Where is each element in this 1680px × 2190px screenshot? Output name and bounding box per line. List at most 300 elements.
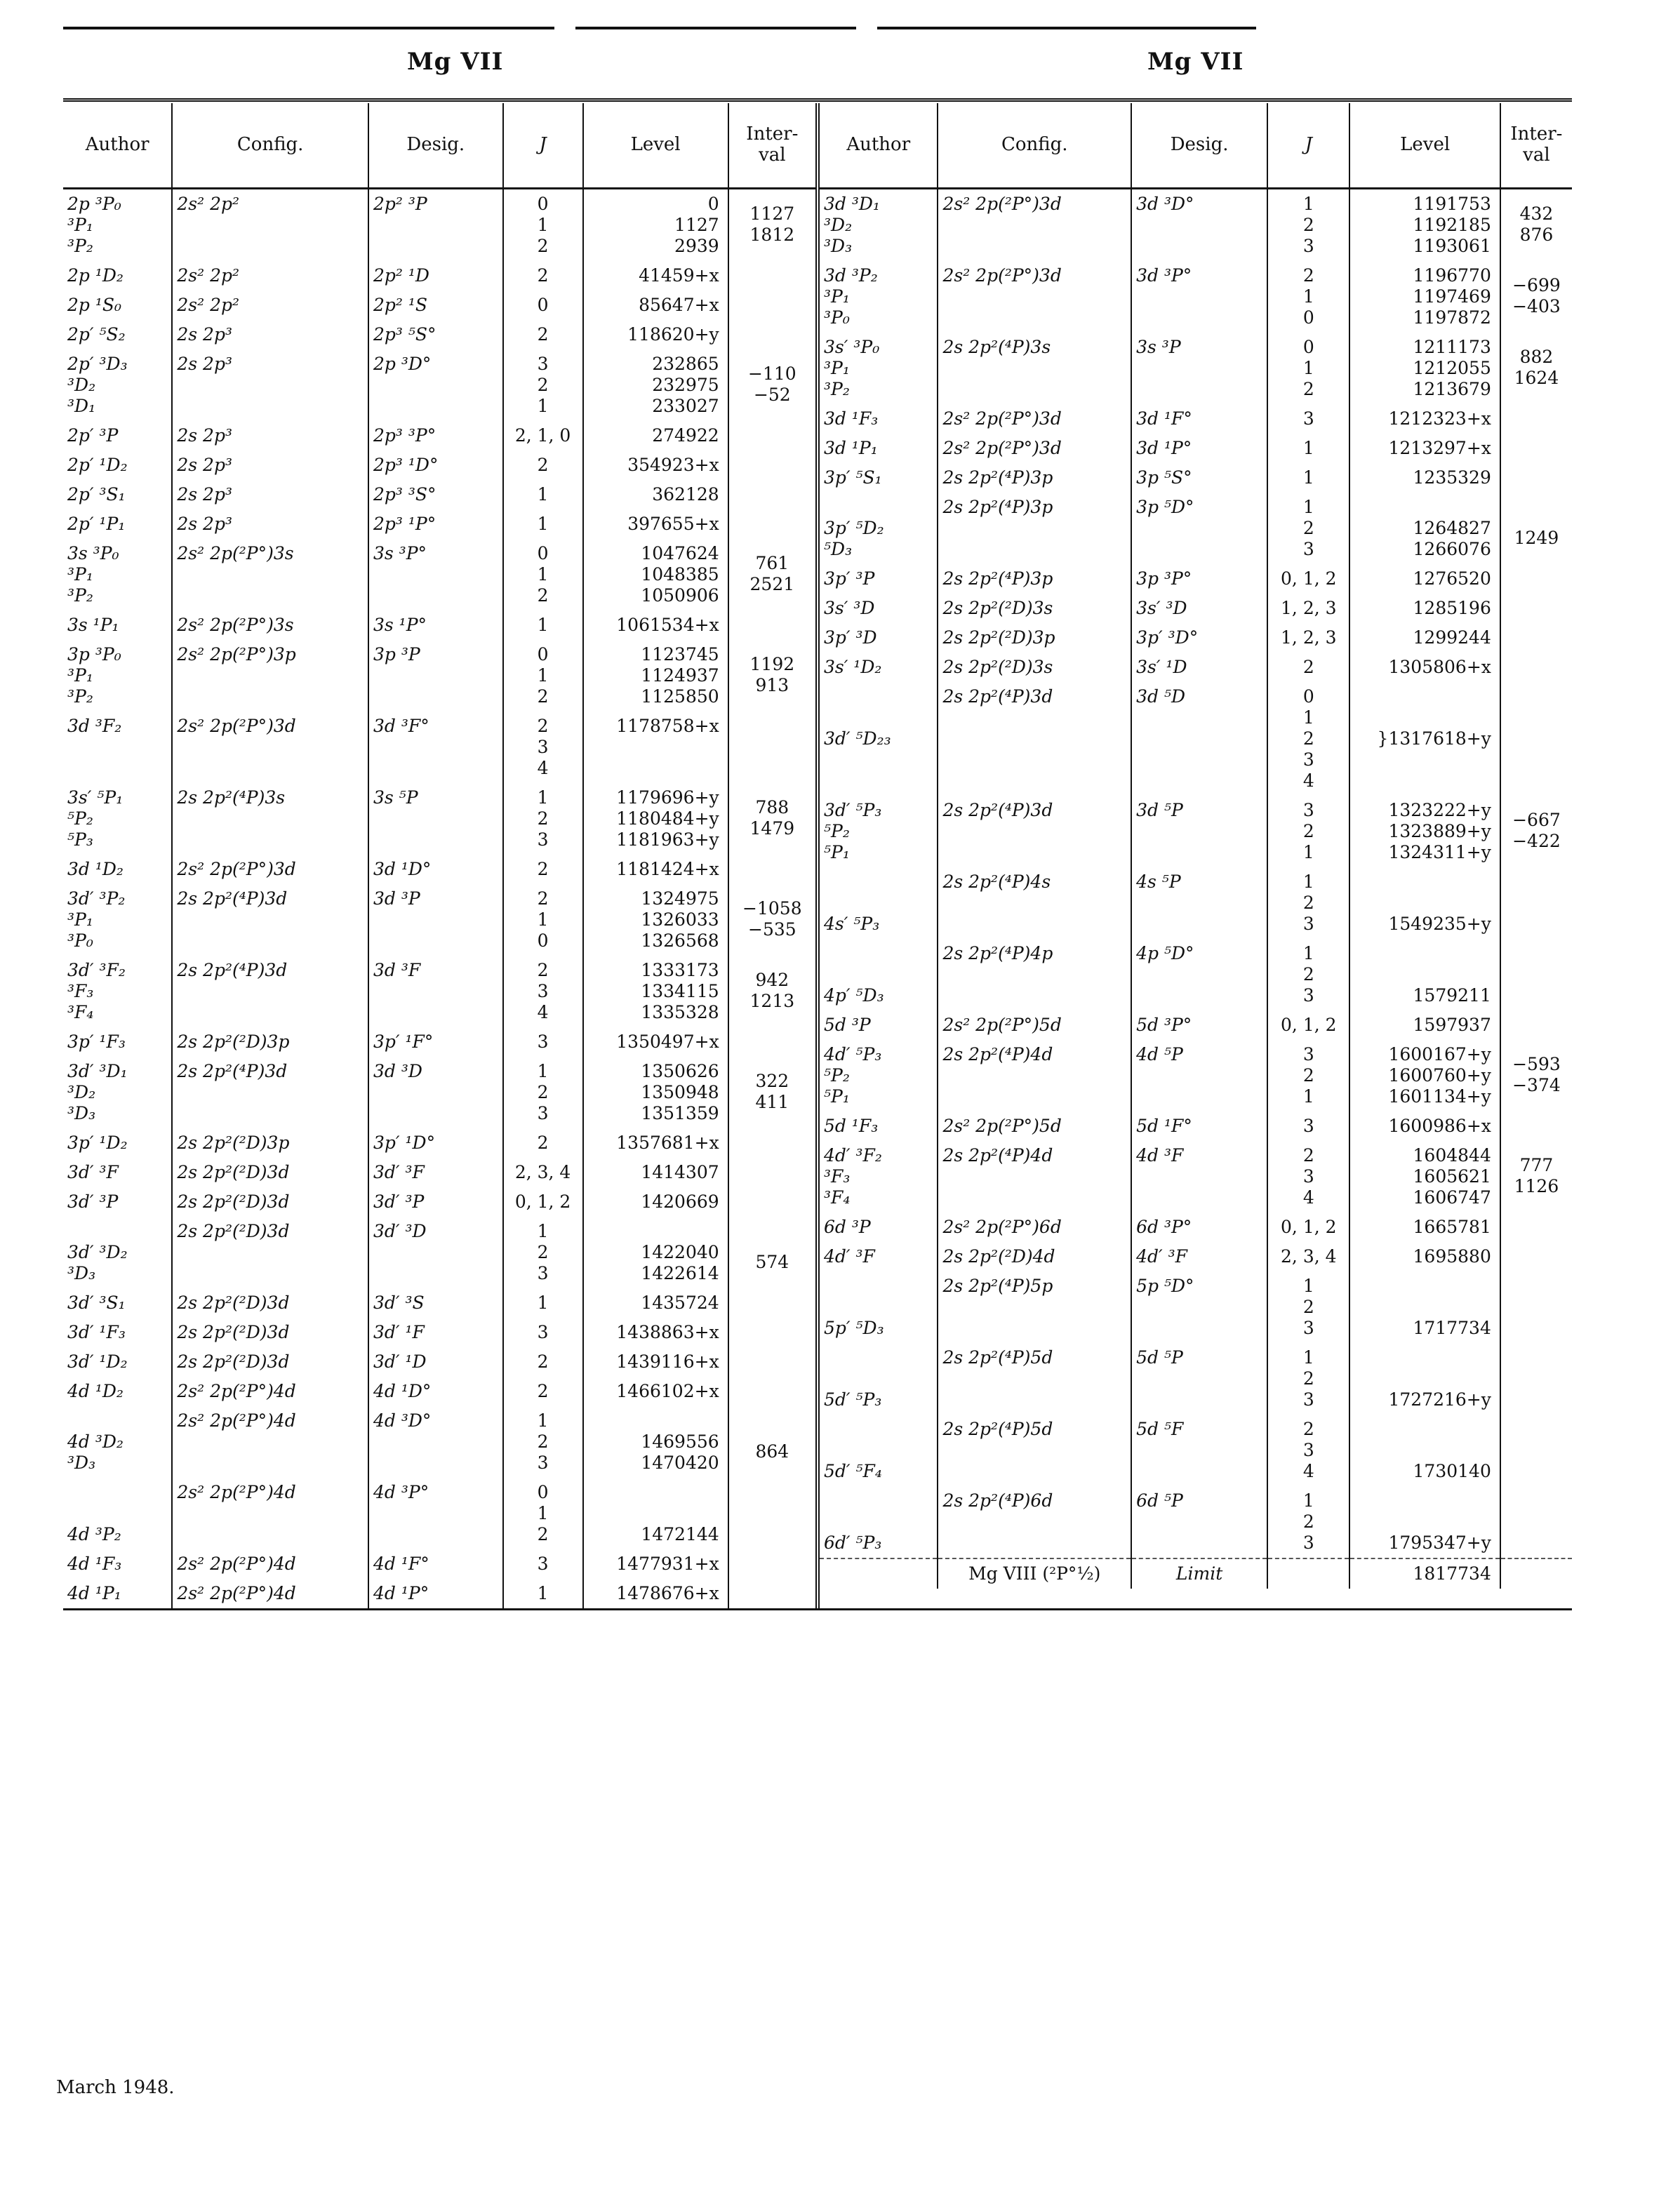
author-cell-line (824, 964, 933, 985)
level-cell-line (1354, 686, 1491, 707)
level-cell-line: 233027 (652, 396, 719, 416)
author-cell (820, 1111, 938, 1141)
table-row (63, 320, 815, 349)
desig-cell: 5d ¹F° (1131, 1111, 1267, 1141)
j-cell-line: 3 (1302, 1166, 1314, 1187)
energy-level-table (63, 98, 1572, 1610)
level-cell-line: 1181424+x (616, 859, 719, 879)
table-row (63, 189, 815, 262)
author-cell-line: 3d′ ⁵D₂₃ (824, 728, 891, 749)
level-cell-line (1354, 497, 1491, 518)
table-row (63, 1217, 815, 1288)
desig-cell: 3s ³P° (368, 539, 503, 610)
j-cell-line: 1 (1302, 1276, 1314, 1296)
level-cell (1349, 1010, 1500, 1040)
level-cell-line: 1466102+x (616, 1381, 719, 1401)
j-cell-line: 1, 2, 3 (1281, 627, 1337, 648)
j-cell (503, 1377, 583, 1406)
j-cell (1267, 1415, 1349, 1486)
j-cell (503, 320, 583, 349)
j-cell (1267, 463, 1349, 493)
interval-cell (1500, 1415, 1572, 1486)
table-row (63, 783, 815, 855)
level-cell-line: 1212323+x (1388, 408, 1491, 429)
desig-cell: 3p ³P° (1131, 564, 1267, 594)
table-row (820, 564, 1572, 594)
level-cell-line: 1334115 (641, 981, 719, 1001)
j-cell-line: 0 (537, 1482, 549, 1502)
j-cell-line: 0 (537, 194, 549, 214)
j-cell-line: 1 (537, 1410, 549, 1431)
level-cell-line: 1604844 (1413, 1145, 1491, 1166)
author-cell-line: 3s ³P₀ (67, 543, 119, 563)
author-cell-line (824, 872, 933, 893)
author-cell (63, 956, 172, 1027)
author-cell-line: 2p ¹S₀ (67, 295, 122, 315)
j-cell-line: 0 (537, 295, 549, 315)
config-cell: 2s² 2p(²P°)3d (172, 712, 368, 783)
interval-cell (728, 1187, 815, 1217)
j-cell-line: 2 (1302, 1297, 1314, 1317)
j-cell-line: 3 (537, 1554, 549, 1574)
header-config: Config. (938, 103, 1131, 189)
author-cell-line (67, 1221, 167, 1242)
j-cell (1267, 594, 1349, 623)
level-cell (583, 1288, 728, 1318)
author-cell (820, 1010, 938, 1040)
table-row (820, 1213, 1572, 1242)
author-cell-line: ⁵P₂ (824, 1065, 850, 1086)
level-cell (1349, 1213, 1500, 1242)
table-row (820, 796, 1572, 867)
table-row (63, 1549, 815, 1579)
j-cell-line: 2 (1302, 821, 1314, 841)
author-cell-line: 3d′ ³P (67, 1191, 119, 1212)
desig-cell: 2p² ¹S (368, 291, 503, 320)
header-desig: Desig. (1131, 103, 1267, 189)
level-cell-line (1354, 1511, 1491, 1533)
config-cell: 2s 2p²(²D)4d (938, 1242, 1131, 1271)
interval-cell-line: 574 (755, 1252, 789, 1272)
table-row (63, 855, 815, 884)
author-cell-line: ³P₂ (824, 379, 850, 399)
table-row (820, 594, 1572, 623)
j-cell-line: 2, 3, 4 (1281, 1246, 1337, 1267)
j-cell-line: 1 (1302, 1347, 1314, 1368)
author-cell-line: 6d ³P (824, 1217, 871, 1237)
level-cell (583, 1377, 728, 1406)
interval-cell-line: 1812 (749, 225, 795, 245)
j-cell-line: 2 (537, 1082, 549, 1102)
config-cell: 2s 2p²(²D)3s (938, 594, 1131, 623)
j-cell-line: 3 (1302, 749, 1314, 770)
config-cell: 2s 2p²(⁴P)3d (938, 796, 1131, 867)
header-config: Config. (172, 103, 368, 189)
level-cell-line: 232865 (652, 354, 719, 374)
j-cell-line: 1 (537, 1221, 549, 1241)
author-cell-line: ³P₂ (67, 236, 93, 256)
j-cell (503, 349, 583, 421)
level-cell (1349, 623, 1500, 653)
author-cell (63, 855, 172, 884)
config-cell: 2s² 2p² (172, 291, 368, 320)
config-cell: 2s² 2p(²P°)3p (172, 640, 368, 712)
j-cell-line: 2 (537, 1133, 549, 1153)
desig-cell: 3d′ ³D (368, 1217, 503, 1288)
level-cell-line: 1179696+y (616, 787, 719, 808)
config-cell: 2s 2p²(⁴P)4d (938, 1141, 1131, 1213)
author-cell-line: 5d ³P (824, 1015, 871, 1035)
config-cell: 2s 2p³ (172, 480, 368, 509)
j-cell (503, 610, 583, 640)
interval-cell-line: −403 (1512, 296, 1561, 316)
j-cell-line: 1 (537, 1293, 549, 1313)
level-cell-line: 1326033 (641, 909, 719, 930)
level-cell (1349, 867, 1500, 939)
j-cell (1267, 1213, 1349, 1242)
author-cell-line: 3p′ ¹D₂ (67, 1133, 128, 1153)
config-cell: 2s 2p³ (172, 450, 368, 480)
interval-cell-line: 432 (1519, 203, 1554, 224)
interval-cell (1500, 404, 1572, 434)
interval-cell (1500, 1242, 1572, 1271)
author-cell-line (67, 1503, 167, 1524)
interval-cell (728, 421, 815, 450)
config-cell: 2s 2p²(⁴P)3d (938, 682, 1131, 796)
j-cell (1267, 189, 1349, 262)
level-cell-line: 1299244 (1413, 627, 1491, 648)
level-cell-line (588, 1410, 719, 1431)
level-cell-line: 1795347+y (1388, 1533, 1491, 1553)
header-level: Level (1349, 103, 1500, 189)
table-row (63, 1057, 815, 1128)
j-cell-line: 4 (537, 758, 549, 778)
author-cell-line: 3s′ ³D (824, 598, 875, 618)
j-cell (1267, 1040, 1349, 1111)
j-cell (503, 421, 583, 450)
j-cell-line: 0 (1302, 307, 1314, 328)
level-cell (583, 1406, 728, 1478)
j-cell-line: 2 (537, 808, 549, 829)
interval-cell (1500, 1010, 1572, 1040)
desig-cell: 4d ⁵P (1131, 1040, 1267, 1111)
interval-cell (1500, 1343, 1572, 1415)
header-interval: Inter- val (1500, 103, 1572, 189)
j-cell (1267, 564, 1349, 594)
level-cell-line: 1212055 (1413, 358, 1491, 378)
title-right: Mg VII (1147, 48, 1244, 76)
author-cell-line (67, 1410, 167, 1431)
interval-cell-line: 777 (1519, 1155, 1554, 1175)
j-cell-line: 2 (537, 1524, 549, 1544)
config-cell: 2s² 2p(²P°)4d (172, 1579, 368, 1608)
author-cell-line: ³P₂ (67, 686, 93, 707)
config-cell: 2s 2p²(²D)3p (938, 623, 1131, 653)
title-left: Mg VII (407, 48, 504, 76)
interval-cell (728, 956, 815, 1027)
author-cell (63, 1318, 172, 1347)
author-cell-line: 3d′ ³D₂ (67, 1242, 128, 1262)
author-cell (63, 1377, 172, 1406)
level-cell-line: 41459+x (639, 265, 719, 286)
level-cell (583, 1057, 728, 1128)
level-cell-line: 1235329 (1413, 467, 1491, 488)
j-cell-line: 4 (537, 1002, 549, 1022)
desig-cell: 3s ⁵P (368, 783, 503, 855)
author-cell-line: 4d ¹F₃ (67, 1554, 122, 1574)
level-cell (583, 1318, 728, 1347)
config-cell: 2s² 2p(²P°)4d (172, 1377, 368, 1406)
config-cell: 2s 2p²(⁴P)3d (172, 956, 368, 1027)
j-cell-line: 2 (537, 585, 549, 606)
j-cell-line: 0 (537, 543, 549, 563)
j-cell-line: 2 (1302, 728, 1314, 749)
config-cell: 2s 2p²(⁴P)3p (938, 463, 1131, 493)
j-cell-line: 1 (537, 787, 549, 808)
author-cell-line: 3d′ ³S₁ (67, 1293, 126, 1313)
interval-cell (728, 349, 815, 421)
desig-cell: 3p′ ³D° (1131, 623, 1267, 653)
level-cell (1349, 1141, 1500, 1213)
desig-cell: 4d ³P° (368, 1478, 503, 1549)
interval-cell (728, 320, 815, 349)
interval-cell (1500, 623, 1572, 653)
desig-cell: 3d′ ³F (368, 1158, 503, 1187)
author-cell-line: 3d ¹F₃ (824, 408, 879, 429)
author-cell (820, 333, 938, 404)
j-cell (503, 1579, 583, 1608)
author-cell-line: ³F₄ (824, 1187, 851, 1208)
author-cell-line: 3d′ ³F₂ (67, 960, 126, 980)
j-cell (1267, 1010, 1349, 1040)
level-cell-line: 1727216+y (1388, 1389, 1491, 1410)
author-cell-line: 4d ³P₂ (67, 1524, 121, 1544)
j-cell-line: 1 (537, 215, 549, 235)
config-cell: 2s 2p²(⁴P)3s (172, 783, 368, 855)
j-cell (1267, 653, 1349, 682)
j-cell-line: 3 (1302, 800, 1314, 820)
j-cell-line: 2 (1302, 265, 1314, 286)
level-cell (583, 1187, 728, 1217)
author-cell-line: ³P₁ (67, 909, 93, 930)
level-cell-line: 1357681+x (616, 1133, 719, 1153)
config-cell: 2s 2p³ (172, 509, 368, 539)
table-row (820, 939, 1572, 1010)
author-cell (63, 1347, 172, 1377)
j-cell-line: 1 (1302, 1490, 1314, 1511)
level-cell (583, 1347, 728, 1377)
level-cell-line: 1305806+x (1388, 657, 1491, 677)
j-cell (503, 1549, 583, 1579)
table-row (63, 480, 815, 509)
j-cell-line: 3 (1302, 1533, 1314, 1553)
interval-cell (1500, 939, 1572, 1010)
table-row (820, 333, 1572, 404)
author-cell-line: 4s′ ⁵P₃ (824, 914, 880, 934)
table-row (63, 1128, 815, 1158)
author-cell-line: 3d′ ⁵P₃ (824, 800, 882, 820)
j-cell-line: 2 (537, 960, 549, 980)
author-cell-line: ³P₁ (824, 358, 850, 378)
level-cell (1349, 1343, 1500, 1415)
level-cell-line: 1435724 (641, 1293, 719, 1313)
interval-cell-line: 322 (755, 1071, 789, 1091)
level-cell-line: 1197872 (1413, 307, 1491, 328)
desig-cell: 3s ¹P° (368, 610, 503, 640)
interval-cell (1500, 189, 1572, 262)
author-cell-line (824, 1563, 933, 1584)
interval-cell-line: −1058 (742, 898, 802, 919)
footer-date: March 1948. (56, 2077, 175, 2098)
level-cell (583, 783, 728, 855)
level-cell (1349, 653, 1500, 682)
author-cell-line: 2p ³P₀ (67, 194, 121, 214)
j-cell (503, 1187, 583, 1217)
left-half (63, 103, 820, 1608)
level-cell (583, 1549, 728, 1579)
j-cell-line: 2 (537, 1242, 549, 1262)
table-row (820, 1141, 1572, 1213)
table-row (820, 867, 1572, 939)
author-cell-line: ³P₁ (824, 286, 850, 307)
table-row (63, 1288, 815, 1318)
j-cell (1267, 796, 1349, 867)
j-cell (503, 291, 583, 320)
level-cell (583, 712, 728, 783)
level-cell-line: 1695880 (1413, 1246, 1491, 1267)
level-cell-line: 362128 (652, 484, 719, 505)
j-cell-line: 4 (1302, 1187, 1314, 1208)
interval-cell-line: −110 (748, 363, 796, 384)
interval-cell (1500, 1271, 1572, 1343)
interval-cell (1500, 261, 1572, 333)
j-cell-line: 2 (537, 1351, 549, 1372)
j-cell (503, 956, 583, 1027)
left-table-body (63, 189, 815, 1609)
interval-cell-line: −699 (1512, 275, 1561, 295)
author-cell (63, 421, 172, 450)
config-cell: 2s 2p²(⁴P)3d (172, 1057, 368, 1128)
author-cell (820, 1242, 938, 1271)
level-cell-line: 1285196 (1413, 598, 1491, 618)
desig-cell: 3p′ ¹D° (368, 1128, 503, 1158)
config-cell: 2s 2p²(⁴P)4p (938, 939, 1131, 1010)
level-cell (583, 855, 728, 884)
author-cell-line: 3d′ ³P₂ (67, 888, 126, 909)
j-cell-line: 3 (537, 1031, 549, 1052)
j-cell (503, 1027, 583, 1057)
level-cell (583, 1478, 728, 1549)
j-cell-line: 2 (1302, 1511, 1314, 1532)
level-cell-line: 1125850 (641, 686, 719, 707)
j-cell (1267, 1141, 1349, 1213)
author-cell (820, 1213, 938, 1242)
j-cell-line: 1 (537, 1583, 549, 1603)
level-cell (583, 640, 728, 712)
config-cell: 2s 2p²(⁴P)3p (938, 493, 1131, 564)
j-cell-line: 1 (1302, 842, 1314, 862)
author-cell-line (824, 893, 933, 914)
desig-cell: 3s′ ¹D (1131, 653, 1267, 682)
interval-cell-line: 2521 (749, 574, 795, 594)
level-cell-line: 1061534+x (616, 615, 719, 635)
level-cell (583, 1579, 728, 1608)
j-cell-line: 2, 1, 0 (514, 425, 571, 446)
author-cell (820, 1343, 938, 1415)
author-cell-line: 3s′ ¹D₂ (824, 657, 882, 677)
author-cell (63, 1158, 172, 1187)
config-cell: 2s 2p²(⁴P)4d (938, 1040, 1131, 1111)
config-cell: 2s² 2p(²P°)3d (172, 855, 368, 884)
interval-cell-line: 788 (755, 797, 789, 817)
author-cell (63, 1406, 172, 1478)
table-row (820, 1242, 1572, 1271)
header-author: Author (63, 103, 172, 189)
author-cell-line: 3d ¹D₂ (67, 859, 124, 879)
interval-cell-line: 1249 (1514, 528, 1559, 548)
level-cell-line: 1197469 (1413, 286, 1491, 307)
level-cell-line (1354, 1419, 1491, 1440)
table-row (820, 1415, 1572, 1486)
author-cell-line (824, 770, 933, 792)
j-cell-line: 1 (537, 665, 549, 686)
author-cell-line (824, 1419, 933, 1440)
table-row (63, 610, 815, 640)
author-cell-line: ³D₃ (824, 236, 853, 256)
level-cell-line: 1191753 (1413, 194, 1491, 214)
j-cell (1267, 1486, 1349, 1558)
interval-cell (728, 1347, 815, 1377)
author-cell-line: 3d′ ³F (67, 1162, 119, 1182)
level-cell (1349, 682, 1500, 796)
interval-cell-line: 882 (1519, 347, 1554, 367)
author-cell-line: 3d ³D₁ (824, 194, 880, 214)
config-cell: 2s 2p²(²D)3d (172, 1288, 368, 1318)
j-cell-line: 1 (1302, 943, 1314, 963)
author-cell (63, 320, 172, 349)
interval-cell (728, 480, 815, 509)
header-interval: Inter- val (728, 103, 815, 189)
level-cell-line (1354, 749, 1491, 770)
author-cell-line: ⁵D₃ (824, 539, 853, 559)
author-cell (820, 1415, 938, 1486)
j-cell-line: 2 (537, 375, 549, 395)
right-table (820, 103, 1572, 1589)
author-cell (63, 1027, 172, 1057)
table-row (63, 1478, 815, 1549)
config-cell: 2s² 2p(²P°)3d (938, 189, 1131, 262)
j-cell-line: 4 (1302, 770, 1314, 791)
level-cell-line (1354, 1440, 1491, 1461)
level-cell-line: 1350948 (641, 1082, 719, 1102)
right-table-body (820, 189, 1572, 1589)
level-cell-line: 1324975 (641, 888, 719, 909)
author-cell-line (67, 1482, 167, 1503)
level-cell (1349, 493, 1500, 564)
j-cell (503, 1318, 583, 1347)
level-cell (1349, 1242, 1500, 1271)
level-cell (583, 1128, 728, 1158)
level-cell-line (1354, 1490, 1491, 1511)
desig-cell: 4d ¹F° (368, 1549, 503, 1579)
author-cell-line: ⁵P₁ (824, 842, 850, 862)
j-cell-line: 2 (537, 686, 549, 707)
author-cell (820, 564, 938, 594)
j-cell-line: 3 (1302, 408, 1314, 429)
author-cell-line: ³P₁ (67, 564, 93, 585)
author-cell-line (824, 497, 933, 518)
config-cell: 2s² 2p(²P°)5d (938, 1010, 1131, 1040)
